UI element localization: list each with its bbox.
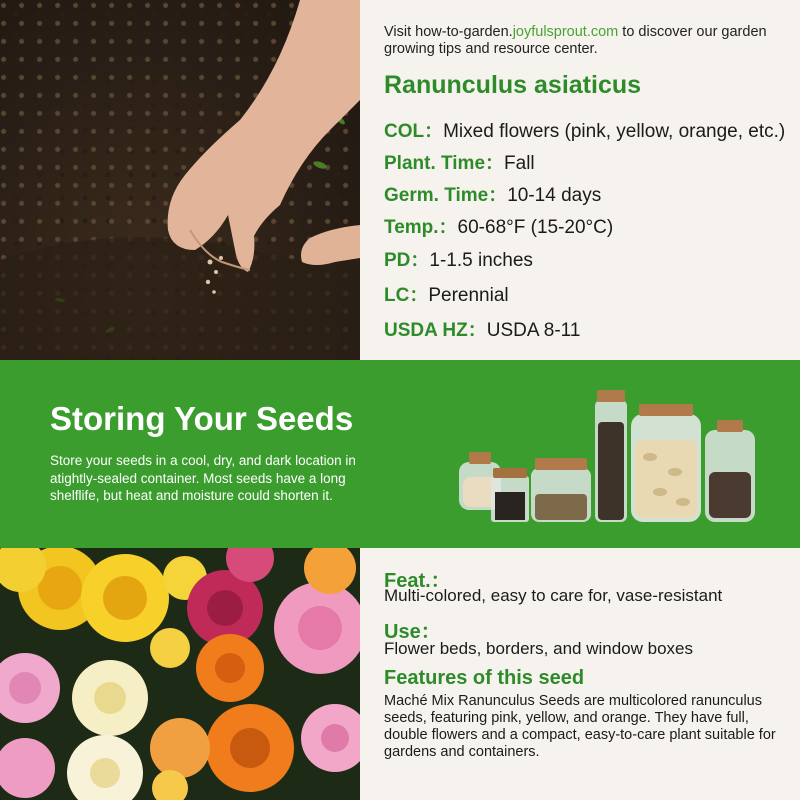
hands-illustration	[0, 0, 360, 360]
promo-brand-link[interactable]: joyfulsprout.com	[512, 24, 619, 40]
spec-life-cycle	[384, 280, 509, 307]
features-text: Maché Mix Ranunculus Seeds are multicolored ranunculus seeds, featuring pink, yellow, and orange. They have full, double flowers and a compact, easy-to-care plant suitable for gardens and containers.	[384, 693, 776, 760]
spec-temperature	[384, 212, 613, 239]
spec-value: 60-68°F (15-20°C)	[457, 217, 614, 238]
ranunculus-flowers-photo	[0, 548, 360, 800]
use-value: Flower beds, borders, and window boxes	[384, 639, 693, 658]
spec-color	[384, 116, 785, 143]
spec-value: 10-14 days	[507, 185, 602, 206]
spec-value: Perennial	[428, 285, 509, 306]
spec-value: USDA 8-11	[486, 320, 581, 341]
spec-value: Fall	[504, 153, 535, 174]
feat-value: Multi-colored, easy to care for, vase-resistant	[384, 586, 723, 605]
spec-label: COL：	[384, 121, 444, 142]
use-label: Use：	[384, 621, 441, 643]
spec-label: Plant. Time：	[384, 153, 505, 174]
spec-label: PD：	[384, 250, 430, 271]
spec-value: Mixed flowers (pink, yellow, orange, etc.)	[443, 121, 786, 142]
storing-text: Store your seeds in a cool, dry, and dark location in atightly-sealed container. Most seeds have a long shelflife, but heat and moisture could shorten it.	[50, 453, 356, 503]
promo-text	[384, 24, 784, 58]
spec-planting-depth	[384, 245, 533, 272]
flowers-illustration	[0, 548, 360, 800]
storing-title: Storing Your Seeds	[50, 400, 354, 437]
promo-prefix: Visit how-to-garden.	[384, 24, 513, 40]
spec-value: 1-1.5 inches	[429, 250, 533, 271]
spec-label: Temp.：	[384, 217, 458, 238]
features-title: Features of this seed	[384, 667, 585, 689]
spec-label: Germ. Time：	[384, 185, 508, 206]
promo-suffix: to discover our garden growing tips and resource center.	[384, 24, 767, 57]
storing-seeds-banner	[0, 360, 800, 548]
spec-label: LC：	[384, 285, 429, 306]
plant-info-panel	[360, 0, 800, 360]
soil-hands-photo	[0, 0, 360, 360]
plant-name-heading: Ranunculus asiaticus	[384, 71, 642, 99]
spec-germination-time	[384, 180, 601, 207]
spec-planting-time	[384, 148, 535, 175]
spec-usda-zone	[384, 315, 580, 342]
seed-jars-image	[455, 382, 765, 532]
spec-label: USDA HZ：	[384, 320, 487, 341]
features-panel	[360, 548, 800, 800]
feat-label: Feat.：	[384, 570, 451, 592]
